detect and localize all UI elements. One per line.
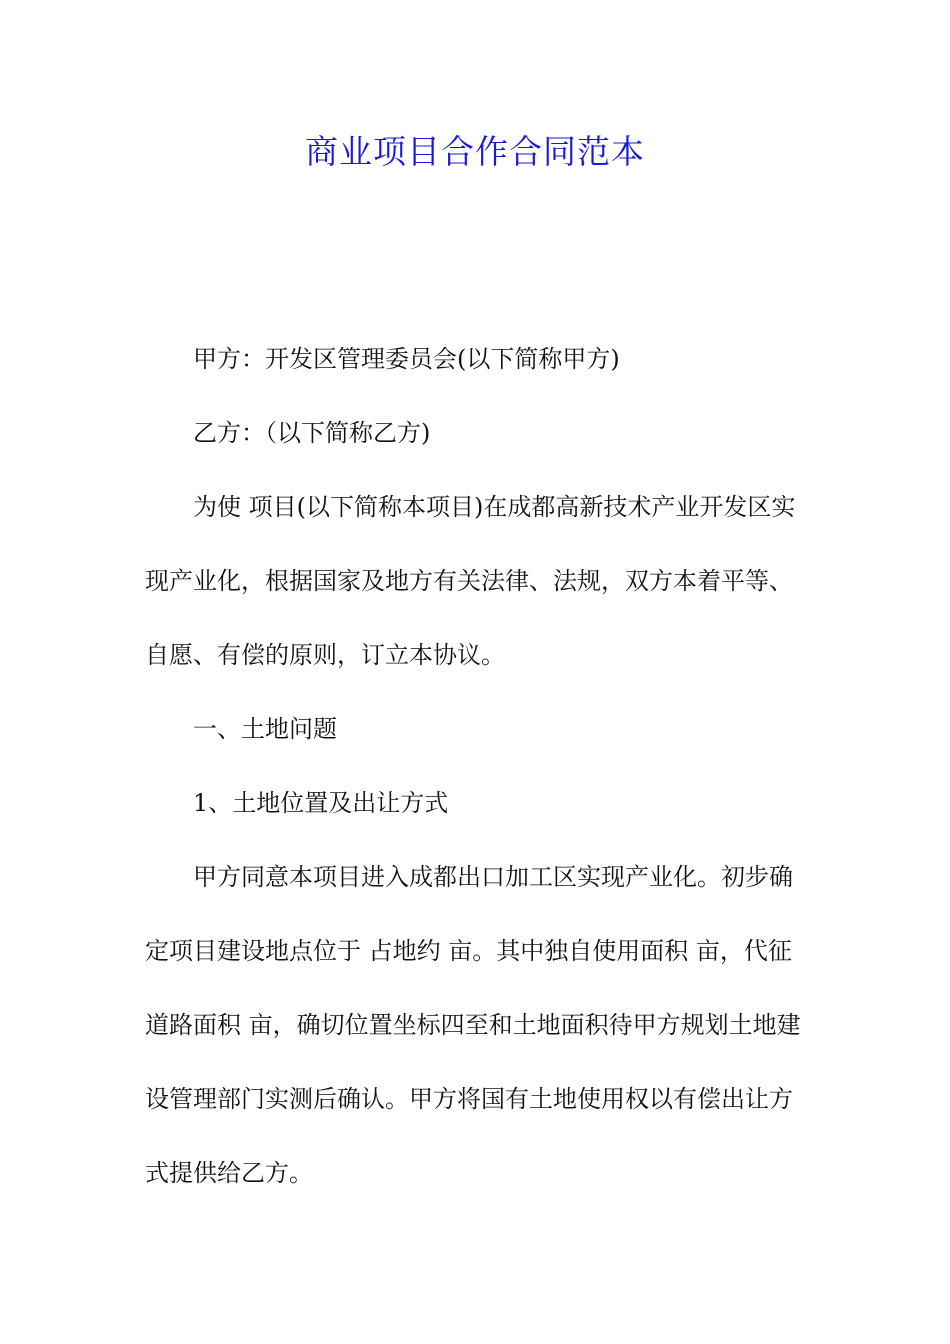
paragraph-line: 设管理部门实测后确认。甲方将国有土地使用权以有偿出让方 (145, 1085, 793, 1113)
paragraph-line: 现产业化，根据国家及地方有关法律、法规，双方本着平等、 (145, 567, 793, 595)
paragraph-line: 道路面积 亩，确切位置坐标四至和土地面积待甲方规划土地建 (145, 1011, 801, 1039)
party-a-line: 甲方：开发区管理委员会(以下简称甲方) (193, 345, 620, 373)
subsection-heading: 1、土地位置及出让方式 (193, 789, 449, 817)
paragraph-line: 为使 项目(以下简称本项目)在成都高新技术产业开发区实 (193, 493, 796, 521)
party-b-line: 乙方：（以下简称乙方) (193, 419, 431, 447)
document-body (145, 322, 815, 1210)
paragraph-line: 式提供给乙方。 (145, 1159, 313, 1187)
paragraph-line: 定项目建设地点位于 占地约 亩。其中独自使用面积 亩，代征 (145, 937, 792, 965)
paragraph-line: 自愿、有偿的原则，订立本协议。 (145, 641, 505, 669)
paragraph-line: 甲方同意本项目进入成都出口加工区实现产业化。初步确 (193, 863, 793, 891)
document-title: 商业项目合作合同范本 (305, 132, 645, 171)
section-heading: 一、土地问题 (193, 715, 337, 743)
